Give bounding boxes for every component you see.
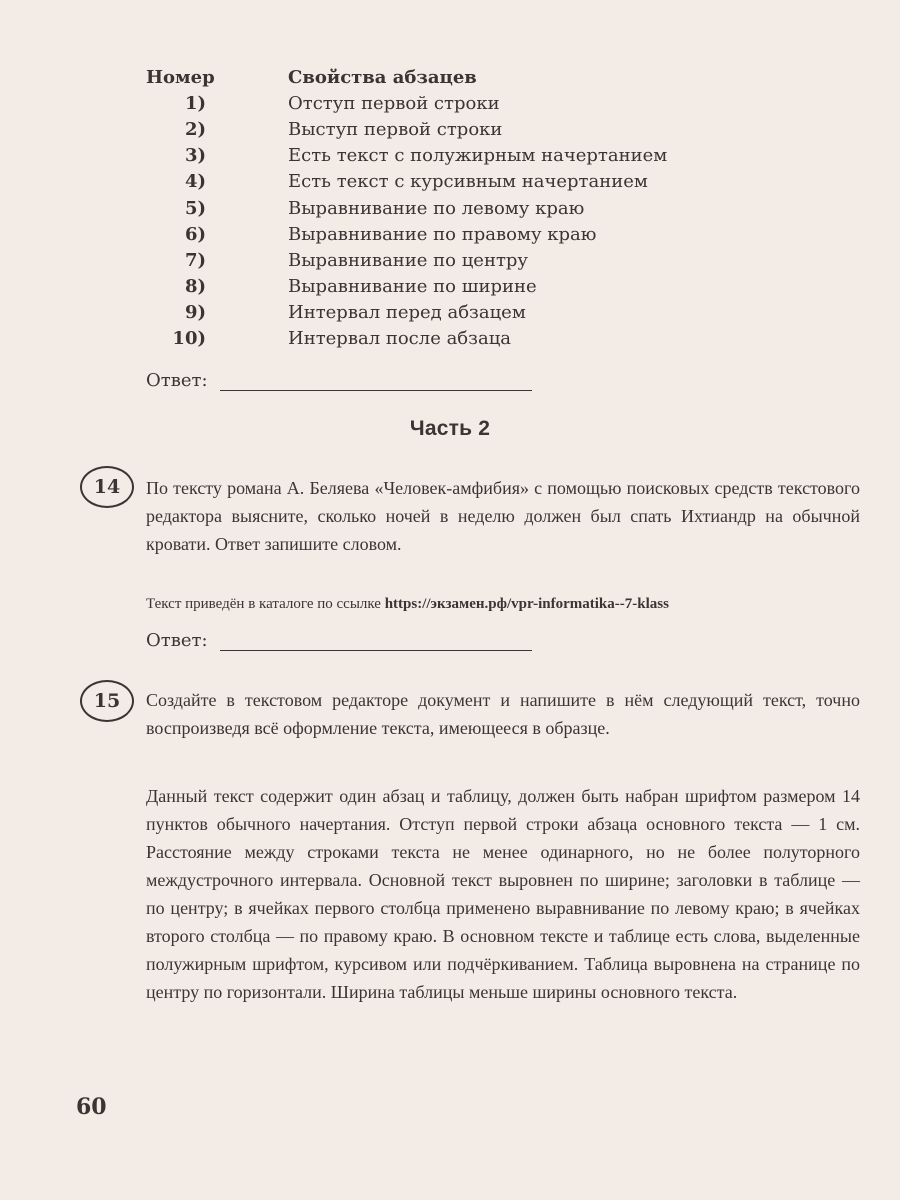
task-14-text: По тексту романа А. Беляева «Человек-амфибия» с помощью поисковых средств текстового редактора выясните, сколько ночей в неделю должен был спать Ихтиандр на обычной кровати. Ответ запишите словом. [146, 478, 860, 554]
properties-table-header [146, 64, 667, 90]
section-title: Часть 2 [409, 417, 491, 440]
properties-row [146, 195, 667, 221]
answer-label: Ответ: [146, 370, 208, 391]
answer-field-14 [146, 630, 532, 651]
row-text: Интервал перед абзацем [288, 302, 526, 324]
row-text: Выступ первой строки [288, 118, 503, 140]
task-number-badge: 14 [80, 466, 134, 508]
task-number-badge: 15 [80, 680, 134, 722]
answer-line[interactable] [220, 632, 532, 651]
properties-row [146, 274, 667, 300]
task-14-note [146, 596, 876, 613]
paragraph-properties-table [146, 64, 667, 352]
row-number: 4) [184, 171, 206, 193]
properties-row [146, 300, 667, 326]
row-number: 8) [184, 276, 206, 298]
answer-label: Ответ: [146, 630, 208, 651]
note-link[interactable]: https://экзамен.рф/vpr-informatika--7-klass [384, 596, 669, 612]
row-number: 10) [172, 328, 206, 350]
answer-line[interactable] [220, 372, 532, 391]
properties-row [146, 326, 667, 352]
answer-field-13 [146, 370, 532, 391]
task-15-intro: Создайте в текстовом редакторе документ и напишите в нём следующий текст, точно воспроизведя всё оформление текста, имеющееся в образце. [146, 690, 860, 738]
row-number: 5) [184, 197, 206, 219]
row-number: 1) [184, 92, 206, 114]
row-text: Выравнивание по правому краю [288, 223, 597, 245]
row-text: Выравнивание по левому краю [288, 197, 585, 219]
task-15-body: Данный текст содержит один абзац и таблицу, должен быть набран шрифтом размером 14 пунктов обычного начертания. Отступ первой строки абзаца основного текста — 1 см. Расстояние между строками текста не менее одинарного, но не более полуторного междустрочного интервала. Основной текст выровнен по ширине; заголовки в таблице — по центру; в ячейках первого столбца применено выравнивание по левому краю; в ячейках второго столбца — по правому краю. В основном тексте и таблице есть слова, выделенные полужирным шрифтом, курсивом или подчёркиванием. Таблица выровнена на странице по центру по горизонтали. Ширина таблицы меньше ширины основного текста. [146, 786, 860, 1002]
properties-row [146, 247, 667, 273]
row-text: Выравнивание по ширине [288, 276, 537, 298]
row-number: 6) [184, 223, 206, 245]
page-number: 60 [76, 1094, 107, 1120]
properties-row [146, 221, 667, 247]
row-text: Отступ первой строки [288, 92, 500, 114]
header-number: Номер [146, 66, 215, 88]
row-text: Выравнивание по центру [288, 249, 529, 271]
properties-row [146, 90, 667, 116]
note-text: Текст приведён в каталоге по ссылке [146, 596, 385, 612]
row-text: Есть текст с курсивным начертанием [288, 171, 648, 193]
row-number: 7) [184, 249, 206, 271]
row-number: 3) [184, 145, 206, 167]
properties-row [146, 169, 667, 195]
row-text: Есть текст с полужирным начертанием [288, 145, 668, 167]
row-number: 2) [184, 118, 206, 140]
row-text: Интервал после абзаца [288, 328, 511, 350]
row-number: 9) [184, 302, 206, 324]
properties-row [146, 116, 667, 142]
properties-row [146, 143, 667, 169]
header-property: Свойства абзацев [288, 66, 477, 88]
